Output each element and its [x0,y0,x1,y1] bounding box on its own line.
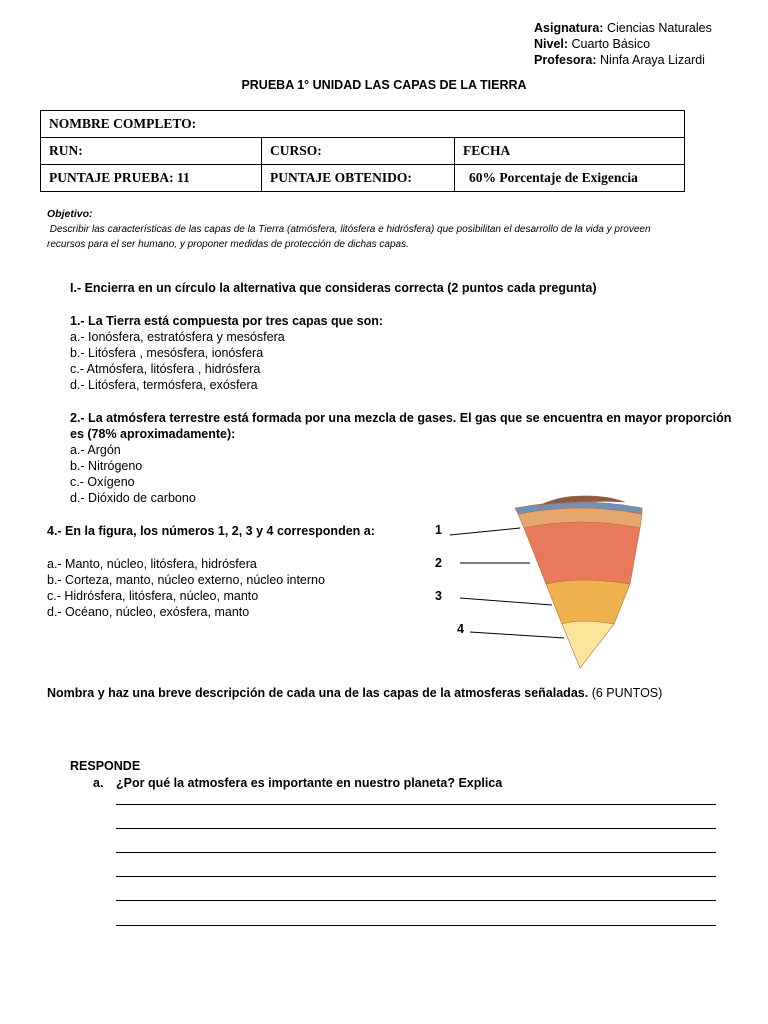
q4-option-a[interactable]: a.- Manto, núcleo, litósfera, hidrósfera [47,557,257,571]
course-cell[interactable]: CURSO: [262,138,455,165]
figure-label-2: 2 [435,556,442,570]
section2-text: Nombra y haz una breve descripción de cada una de las capas de la atmosferas señaladas. [47,686,589,700]
q1-option-d[interactable]: d.- Litósfera, termósfera, exósfera [70,378,258,392]
leader-line-4 [470,632,564,638]
answer-line[interactable] [116,900,716,901]
name-cell[interactable]: NOMBRE COMPLETO: [41,111,685,138]
mantle-layer [524,522,640,584]
q2-option-d[interactable]: d.- Dióxido de carbono [70,491,196,505]
teacher-line [534,52,712,68]
question-4-text: 4.- En la figura, los números 1, 2, 3 y 4 corresponden a: [47,524,375,538]
section2-instruction [47,685,662,701]
subject-line [534,20,712,36]
level-value: Cuarto Básico [571,37,651,51]
figure-label-4: 4 [457,622,464,636]
page-title: PRUEBA 1° UNIDAD LAS CAPAS DE LA TIERRA [241,78,527,92]
answer-line[interactable] [116,804,716,805]
outer-core-layer [546,580,630,624]
question-4-options [47,556,325,620]
q1-option-c[interactable]: c.- Atmósfera, litósfera , hidrósfera [70,362,261,376]
answer-line[interactable] [116,852,716,853]
inner-core-layer [562,621,614,668]
figure-label-1: 1 [435,523,442,537]
objective-line-2: recursos para el ser humano, y proponer medidas de protección de dichas capas. [47,239,409,250]
requirement-cell: 60% Porcentaje de Exigencia [455,165,685,192]
question-1 [70,313,383,393]
header-block [534,20,712,68]
subject-label: Asignatura: [534,21,604,35]
q1-option-b[interactable]: b.- Litósfera , mesósfera, ionósfera [70,346,264,360]
leader-line-3 [460,598,552,605]
q2-option-a[interactable]: a.- Argón [70,443,121,457]
earth-layers-figure [440,490,650,675]
student-info-table [40,110,685,192]
q4-option-c[interactable]: c.- Hidrósfera, litósfera, núcleo, manto [47,589,259,603]
run-cell[interactable]: RUN: [41,138,262,165]
level-line [534,36,712,52]
level-label: Nivel: [534,37,569,51]
objective-heading: Objetivo: [47,208,93,220]
q1-option-a[interactable]: a.- Ionósfera, estratósfera y mesósfera [70,330,285,344]
leader-line-1 [450,528,520,535]
objective-text [47,222,727,252]
respond-item-letter: a. [93,776,104,790]
answer-line[interactable] [116,925,716,926]
answer-line[interactable] [116,876,716,877]
figure-label-3: 3 [435,589,442,603]
q4-option-d[interactable]: d.- Océano, núcleo, exósfera, manto [47,605,250,619]
section2-points: (6 PUNTOS) [591,686,663,700]
respond-item-question: ¿Por qué la atmosfera es importante en nuestro planeta? Explica [116,776,503,790]
objective-line-1: Describir las características de las capas de la Tierra (atmósfera, litósfera e hidrósfera) que posibilitan el desarrollo de la vida y proveen [47,224,651,235]
question-2-text-1: 2.- La atmósfera terrestre está formada por una mezcla de gases. El gas que se encuentra en mayor proporción [70,411,732,425]
question-2-text-2: es (78% aproximadamente): [70,427,236,441]
q2-option-c[interactable]: c.- Oxígeno [70,475,135,489]
subject-value: Ciencias Naturales [606,21,712,35]
date-cell[interactable]: FECHA [455,138,685,165]
teacher-value: Ninfa Araya Lizardi [600,53,705,67]
score-obtained-cell[interactable]: PUNTAJE OBTENIDO: [262,165,455,192]
answer-line[interactable] [116,828,716,829]
question-1-text: 1.- La Tierra está compuesta por tres capas que son: [70,314,384,328]
q4-option-b[interactable]: b.- Corteza, manto, núcleo externo, núcleo interno [47,573,325,587]
section1-instruction: I.- Encierra en un círculo la alternativa que consideras correcta (2 puntos cada pregunta) [70,281,597,295]
teacher-label: Profesora: [534,53,597,67]
score-test-cell: PUNTAJE PRUEBA: 11 [41,165,262,192]
respond-heading: RESPONDE [70,759,141,773]
q2-option-b[interactable]: b.- Nitrógeno [70,459,143,473]
